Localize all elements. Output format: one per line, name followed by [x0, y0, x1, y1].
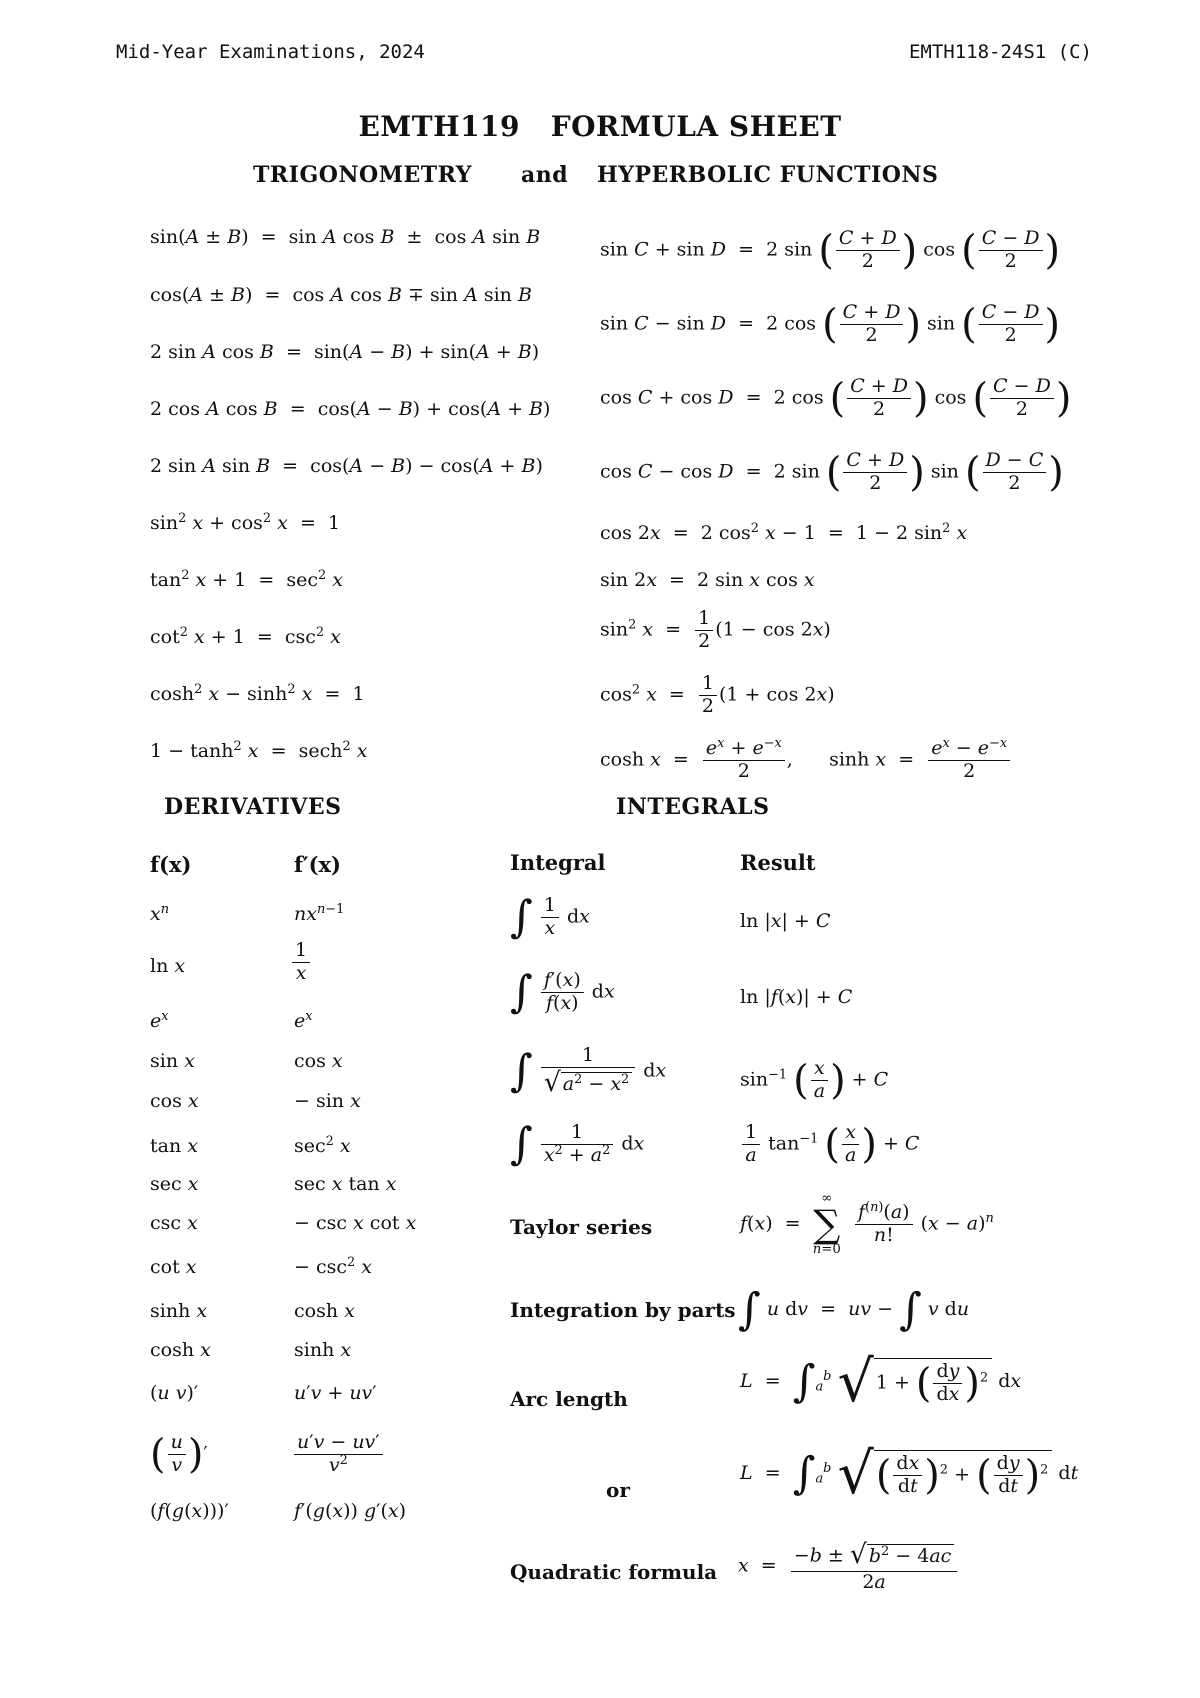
identity-cos-sum: cos(A ± B) = cos A cos B ∓ sin A sin B: [150, 284, 532, 306]
integral-log-derivative: ∫ $\frac{f'(x)}{f(x)}$ dx: [510, 966, 615, 1018]
deriv-product-fprime: u′v + uv′: [294, 1382, 377, 1404]
derivatives-col-fx: f(x): [150, 852, 192, 877]
identity-2sinacosb: 2 sin A cos B = sin(A − B) + sin(A + B): [150, 341, 540, 363]
identity-cos2x: cos 2x = 2 $\cos^2 x - 1 = 1 - 2$ $\sin^2 x$: [600, 520, 968, 544]
identity-sinc-plus-sind: sin C + sin D = 2 sin ( $\frac{C + D}{2}$ ) cos ( $\frac{C - D}{2}$ ): [600, 227, 1061, 274]
page-title: EMTH119 FORMULA SHEET: [358, 110, 842, 143]
taylor-series-formula: f(x) = ∞ ∑ n=0 $\frac{f^{(n)}(a)}{n!}$ $(x - a)^n$: [740, 1191, 994, 1258]
deriv-power-f: $x^n$: [150, 901, 170, 925]
deriv-sec-fprime: sec x tan x: [294, 1173, 397, 1195]
identity-sin-sum: sin(A ± B) = sin A cos B ± cos A sin B: [150, 226, 541, 248]
integral-log-derivative-result: ln |f(x)| + C: [740, 986, 853, 1008]
deriv-csc-f: csc x: [150, 1212, 198, 1234]
subtitle-hyperbolic: HYPERBOLIC FUNCTIONS: [597, 162, 939, 188]
deriv-sinh-f: sinh x: [150, 1300, 208, 1322]
deriv-cosh-f: cosh x: [150, 1339, 211, 1361]
deriv-sin-f: sin x: [150, 1050, 195, 1072]
integral-arctan: ∫ $\frac{1}{x^2 + a^2}$ dx: [510, 1118, 645, 1170]
deriv-exp-f: $e^x$: [150, 1008, 169, 1032]
integration-by-parts-formula: ∫ u dv = uv − ∫ v du: [738, 1284, 970, 1335]
identity-sin-squared: $\sin^2 x$ = $\frac{1}{2}$ (1 − cos 2x): [600, 607, 831, 652]
identity-cosh-sinh-defs: cosh x = $\frac{e^x + e^{-x}}{2}$ , sinh x = $\frac{e^x - e^{-x}}{2}$: [600, 738, 1012, 783]
identity-sin2x: sin 2x = 2 sin x cos x: [600, 569, 815, 591]
deriv-cosh-fprime: sinh x: [294, 1339, 352, 1361]
arc-length-formula-2: $L = \int_a^b$ √( $\frac{dx}{dt}$ )$^2$ + ( $\frac{dy}{dt}$ )$^2$ dt: [740, 1440, 1079, 1507]
identity-tan-sec: $\tan^2 x + 1 = \sec^2 x$: [150, 567, 343, 591]
identity-2sinasinb: 2 sin A sin B = cos(A − B) − cos(A + B): [150, 455, 543, 477]
deriv-power-fprime: $nx^{n-1}$: [294, 901, 345, 925]
section-integrals: INTEGRALS: [616, 794, 770, 820]
integral-arcsin-result: $\sin^{-1}$ ( $\frac{x}{a}$ ) + C: [740, 1057, 889, 1104]
deriv-tan-fprime: $\sec^2 x$: [294, 1133, 351, 1157]
taylor-series-label: Taylor series: [510, 1215, 653, 1239]
integral-reciprocal-result: ln |x| + C: [740, 910, 831, 932]
identity-cosc-minus-cosd: cos C − cos D = 2 sin ( $\frac{C + D}{2}$ ) sin ( $\frac{D - C}{2}$ ): [600, 449, 1064, 496]
deriv-ln-f: ln x: [150, 955, 186, 977]
deriv-cos-fprime: − sin x: [294, 1090, 361, 1112]
deriv-chain-f: (f(g(x)))′: [150, 1500, 229, 1522]
integral-arctan-result: $\frac{1}{a}$ $\tan^{-1}$ ( $\frac{x}{a}$ ) + C: [740, 1122, 919, 1167]
deriv-csc-fprime: − csc x cot x: [294, 1212, 417, 1234]
integrals-col-integral: Integral: [510, 850, 606, 875]
deriv-chain-fprime: f′(g(x)) g′(x): [294, 1500, 407, 1522]
integral-arcsin: ∫ $\frac{1}{√ a^2 - x^2}$ dx: [510, 1044, 667, 1098]
deriv-sec-f: sec x: [150, 1173, 199, 1195]
identity-tanh-sech: $1 - \tanh^2 x = \sec h^2$ x: [150, 738, 368, 762]
arc-length-or-label: or: [606, 1478, 630, 1502]
identity-cosc-plus-cosd: cos C + cos D = 2 cos ( $\frac{C + D}{2}$ ) cos ( $\frac{C - D}{2}$ ): [600, 375, 1072, 422]
deriv-ln-fprime: $\frac{1}{x}$: [290, 940, 312, 985]
deriv-sin-fprime: cos x: [294, 1050, 343, 1072]
arc-length-label: Arc length: [510, 1387, 628, 1411]
identity-cot-csc: $\cot^2 x + 1 = \csc^2 x$: [150, 624, 341, 648]
deriv-cot-f: cot x: [150, 1256, 197, 1278]
deriv-quotient-fprime: $\frac{u'v - uv'}{v^2}$: [292, 1432, 385, 1477]
deriv-product-f: (u v)′: [150, 1382, 199, 1404]
quadratic-formula-label: Quadratic formula: [510, 1560, 718, 1584]
integration-by-parts-label: Integration by parts: [510, 1298, 736, 1322]
integral-reciprocal: ∫ $\frac{1}{x}$ dx: [510, 891, 590, 943]
deriv-exp-fprime: $e^x$: [294, 1008, 313, 1032]
exam-header-right: EMTH118-24S1 (C): [908, 41, 1092, 63]
identity-pythagorean: $\sin^2 x + \cos^2 x = 1$: [150, 510, 341, 534]
deriv-sinh-fprime: cosh x: [294, 1300, 355, 1322]
identity-cosh-sinh: $\cosh^2 x - \sinh^2 x = 1$: [150, 681, 365, 705]
derivatives-col-fprime: f′(x): [294, 852, 341, 877]
exam-header-left: Mid-Year Examinations, 2024: [116, 41, 425, 63]
section-derivatives: DERIVATIVES: [164, 794, 342, 820]
deriv-tan-f: tan x: [150, 1135, 198, 1157]
identity-cos-squared: $\cos^2 x$ = $\frac{1}{2}$ (1 + cos 2x): [600, 672, 835, 717]
subtitle-and: and: [521, 162, 569, 188]
quadratic-formula: x = $\frac{-b \pm √ b^2 - 4ac}{2a}$: [738, 1540, 959, 1593]
arc-length-formula-1: $L = \int_a^b$ √ 1 + ( $\frac{dy}{dx}$ )$^2$ dx: [740, 1348, 1022, 1415]
deriv-cos-f: cos x: [150, 1090, 199, 1112]
deriv-quotient-f: ( $\frac{u}{v}$ )′: [150, 1431, 208, 1478]
identity-2cosacosb: 2 cos A cos B = cos(A − B) + cos(A + B): [150, 398, 551, 420]
integrals-col-result: Result: [740, 850, 816, 875]
identity-sinc-minus-sind: sin C − sin D = 2 cos ( $\frac{C + D}{2}$ ) sin ( $\frac{C - D}{2}$ ): [600, 301, 1061, 348]
subtitle-trigonometry: TRIGONOMETRY: [253, 162, 472, 188]
deriv-cot-fprime: − $\csc^2 x$: [294, 1254, 372, 1278]
